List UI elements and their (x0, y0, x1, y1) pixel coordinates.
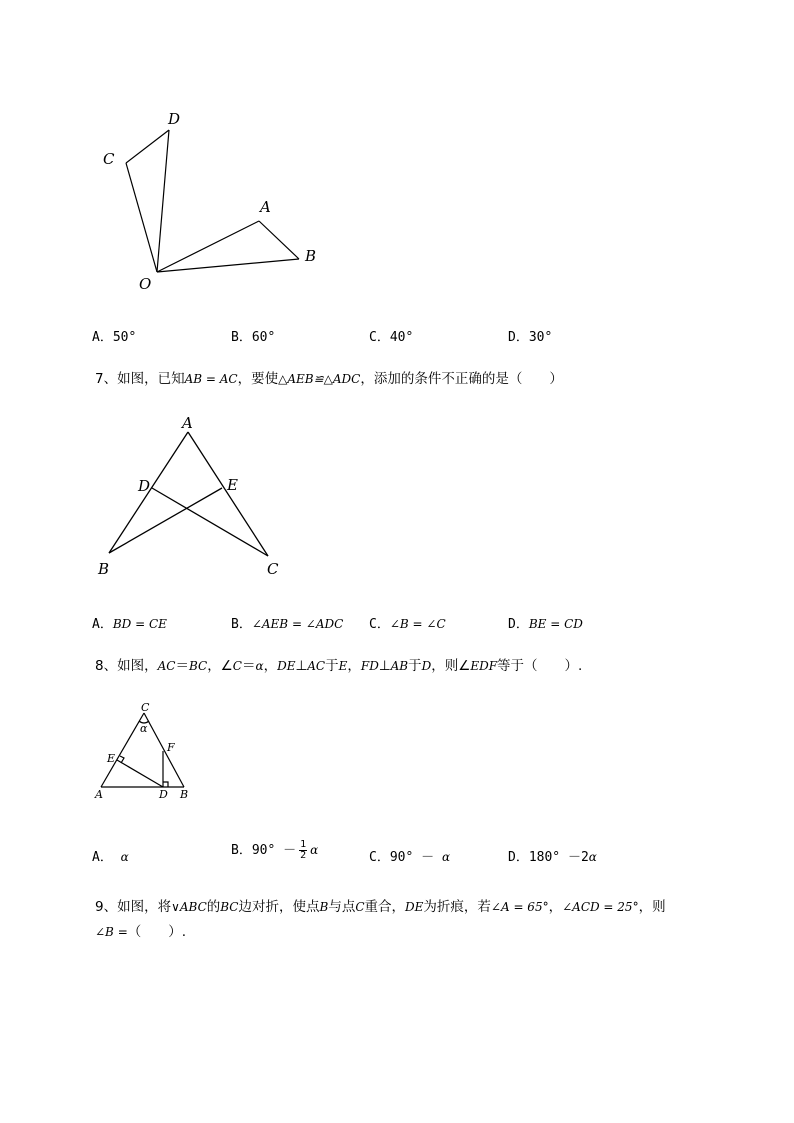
segment-AB (259, 221, 299, 259)
q6-option-b: B．60° (231, 330, 276, 345)
label-D: D (138, 477, 151, 495)
segment-CB (144, 713, 184, 787)
q6-option-d: D．30° (508, 330, 553, 345)
q7-option-d: D．BE = CD (508, 617, 583, 632)
label-A: A (95, 788, 103, 801)
label-A: A (182, 414, 193, 432)
q9-stem-line1: 9、如图，将∨ABC的BC边对折，使点B与点C重合，DE为折痕，若∠A = 65°，∠ACD = 25°，则 (95, 899, 666, 915)
label-D: D (159, 788, 168, 801)
label-C: C (103, 150, 115, 168)
label-B: B (305, 247, 317, 265)
q8-option-c: C．90° － α (369, 850, 451, 865)
q7-option-b: B．∠AEB = ∠ADC (231, 617, 344, 632)
segment-AC (188, 432, 268, 556)
segment-DE (117, 760, 163, 787)
label-A: A (260, 198, 271, 216)
fraction-one-half: $\frac{1}{2}$ (300, 839, 307, 861)
label-E: E (227, 476, 238, 494)
q6-option-a: A．50° (92, 330, 137, 345)
segment-DO (157, 130, 169, 272)
q7-figure (90, 410, 300, 580)
right-angle-D (163, 782, 168, 787)
q8-stem: 8、如图，AC＝BC，∠C＝α，DE⊥AC于E，FD⊥AB于D，则∠EDF等于（ ）. (95, 658, 583, 674)
q6-option-c: C．40° (369, 330, 414, 345)
label-E: E (107, 752, 116, 765)
q9-stem-line2: ∠B =（ ）. (95, 924, 187, 940)
q7-stem: 7、如图，已知AB = AC，要使△AEB≌△ADC，添加的条件不正确的是（ ） (95, 371, 563, 387)
q8-figure (92, 700, 202, 805)
label-C: C (267, 560, 279, 578)
q6-figure (95, 105, 335, 300)
segment-BE (109, 488, 222, 553)
label-C: C (141, 701, 150, 714)
segment-CD (152, 488, 268, 556)
label-F: F (167, 741, 175, 754)
q8-option-d: D．180° －2α (508, 850, 597, 865)
label-B: B (98, 560, 110, 578)
q7-option-c: C．∠B = ∠C (369, 617, 446, 632)
label-O: O (139, 275, 152, 293)
segment-OC (126, 163, 157, 272)
q8-option-b: B．90° － $\frac{1}{2}$ α (231, 839, 319, 861)
label-B: B (180, 788, 189, 801)
label-D: D (168, 110, 181, 128)
q7-option-a: A．BD = CE (92, 617, 167, 632)
segment-AC (101, 713, 144, 787)
q8-option-a: A． α (92, 850, 129, 865)
label-alpha: α (140, 722, 148, 735)
segment-CD (126, 130, 169, 163)
